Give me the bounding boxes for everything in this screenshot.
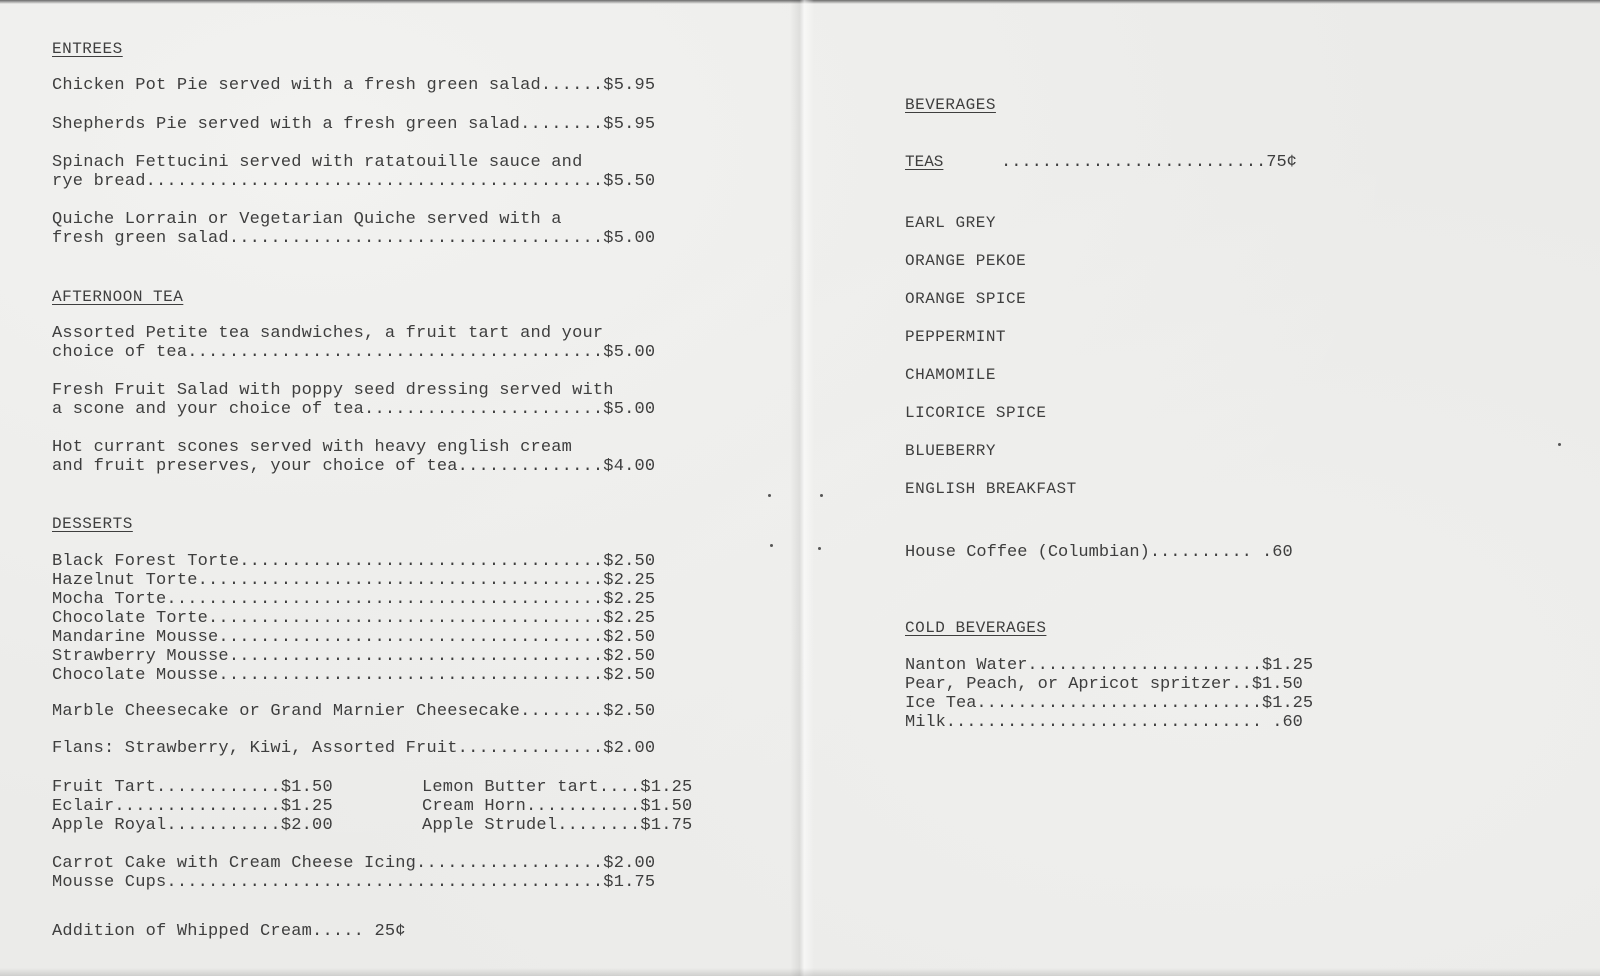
menu-line: Ice Tea............................$1.25 xyxy=(905,694,1314,713)
menu-line: Apple Royal...........$2.00 xyxy=(52,816,333,835)
menu-line: Mousse Cups..........................................$1.75 xyxy=(52,873,656,892)
pastries-left-column xyxy=(52,778,422,835)
menu-line: Cream Horn...........$1.50 xyxy=(422,797,693,816)
cold-beverages-heading: COLD BEVERAGES xyxy=(905,619,1047,637)
desserts-heading: DESSERTS xyxy=(52,515,133,533)
page-fold xyxy=(790,0,814,976)
cakes-list xyxy=(52,854,655,892)
tea-varieties xyxy=(905,214,1077,499)
paper-speck xyxy=(818,547,821,550)
menu-line: Chocolate Torte......................................$2.25 xyxy=(52,609,656,628)
afternoon-tea-section xyxy=(52,286,183,308)
teas-row xyxy=(905,153,1297,172)
teas-label: TEAS xyxy=(905,153,944,171)
tea-item: LICORICE SPICE xyxy=(905,404,1047,422)
menu-line: Milk............................... .60 xyxy=(905,713,1303,732)
menu-line: Strawberry Mousse....................................$2.50 xyxy=(52,647,656,666)
menu-line: Apple Strudel........$1.75 xyxy=(422,816,693,835)
tea-item: ORANGE SPICE xyxy=(905,290,1027,308)
menu-line: a scone and your choice of tea.......................$5.00 xyxy=(52,400,656,419)
menu-line: Lemon Butter tart....$1.25 xyxy=(422,778,693,797)
menu-line: Fresh Fruit Salad with poppy seed dressing served with xyxy=(52,381,614,400)
entrees-heading: ENTREES xyxy=(52,40,123,58)
paper-speck xyxy=(820,494,823,497)
menu-line: Fruit Tart............$1.50 xyxy=(52,778,333,797)
menu-line: Hazelnut Torte.......................................$2.25 xyxy=(52,571,656,590)
entree-item xyxy=(52,115,655,134)
whipped-cream-item xyxy=(52,922,406,941)
menu-line: Addition of Whipped Cream..... 25¢ xyxy=(52,922,406,941)
entree-item xyxy=(52,210,655,248)
coffee-item xyxy=(905,543,1293,562)
pastries-right-column xyxy=(422,778,692,835)
beverages-heading: BEVERAGES xyxy=(905,96,996,114)
menu-line: Mocha Torte..........................................$2.25 xyxy=(52,590,656,609)
entree-item xyxy=(52,153,655,191)
afternoon-tea-item xyxy=(52,381,655,419)
teas-price: ..........................75¢ xyxy=(1001,153,1297,172)
tea-item: BLUEBERRY xyxy=(905,442,996,460)
tea-item: EARL GREY xyxy=(905,214,996,232)
menu-line: rye bread............................................$5.50 xyxy=(52,172,656,191)
flans-item xyxy=(52,739,655,758)
paper-speck xyxy=(770,544,773,547)
menu-line: Spinach Fettucini served with ratatouille sauce and xyxy=(52,153,583,172)
paper-speck xyxy=(1558,443,1561,446)
menu-line: and fruit preserves, your choice of tea..............$4.00 xyxy=(52,457,656,476)
scan-bottom-edge xyxy=(0,968,1600,976)
menu-line: Hot currant scones served with heavy english cream xyxy=(52,438,573,457)
menu-line: Chicken Pot Pie served with a fresh green salad......$5.95 xyxy=(52,76,656,95)
afternoon-tea-heading: AFTERNOON TEA xyxy=(52,288,184,306)
menu-line: Pear, Peach, or Apricot spritzer..$1.50 xyxy=(905,675,1303,694)
cold-beverages-list xyxy=(905,656,1313,732)
menu-line: Quiche Lorrain or Vegetarian Quiche served with a xyxy=(52,210,562,229)
afternoon-tea-item xyxy=(52,438,655,476)
tea-item: CHAMOMILE xyxy=(905,366,996,384)
menu-line: House Coffee (Columbian).......... .60 xyxy=(905,543,1293,562)
menu-line: Chocolate Mousse.....................................$2.50 xyxy=(52,666,656,685)
cold-beverages-section xyxy=(905,617,1046,639)
menu-line: Marble Cheesecake or Grand Marnier Cheesecake........$2.50 xyxy=(52,702,656,721)
cheesecake-item xyxy=(52,702,655,721)
menu-line: Nanton Water.......................$1.25 xyxy=(905,656,1314,675)
afternoon-tea-item xyxy=(52,324,655,362)
entree-item xyxy=(52,76,655,95)
tea-item: ORANGE PEKOE xyxy=(905,252,1027,270)
menu-line: Mandarine Mousse.....................................$2.50 xyxy=(52,628,656,647)
menu-line: Shepherds Pie served with a fresh green salad........$5.95 xyxy=(52,115,656,134)
menu-line: Flans: Strawberry, Kiwi, Assorted Fruit..............$2.00 xyxy=(52,739,656,758)
tea-item: ENGLISH BREAKFAST xyxy=(905,480,1077,498)
pastries-list xyxy=(52,778,692,835)
entrees-section xyxy=(52,38,123,60)
menu-line: Eclair................$1.25 xyxy=(52,797,333,816)
tea-item: PEPPERMINT xyxy=(905,328,1007,346)
menu-line: choice of tea........................................$5.00 xyxy=(52,343,656,362)
tortes-list xyxy=(52,552,655,685)
desserts-section xyxy=(52,513,133,535)
menu-line: Black Forest Torte...................................$2.50 xyxy=(52,552,656,571)
beverages-section xyxy=(905,94,996,116)
menu-line: fresh green salad....................................$5.00 xyxy=(52,229,656,248)
paper-speck xyxy=(768,494,771,497)
menu-line: Carrot Cake with Cream Cheese Icing..................$2.00 xyxy=(52,854,656,873)
menu-line: Assorted Petite tea sandwiches, a fruit tart and your xyxy=(52,324,604,343)
